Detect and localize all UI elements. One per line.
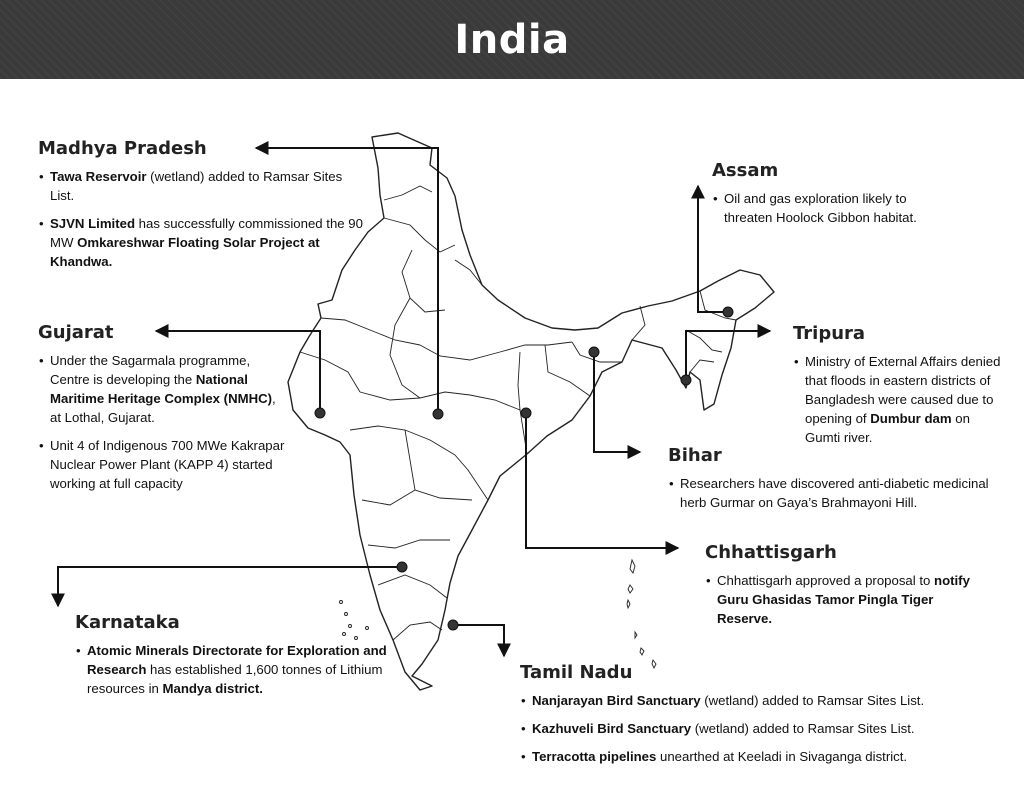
block-assam <box>712 160 942 236</box>
news-item: • Kazhuveli Bird Sanctuary (wetland) added to Ramsar Sites List. <box>520 719 990 738</box>
block-tripura <box>793 323 1008 456</box>
block-madhya-pradesh <box>38 138 368 280</box>
news-item: • Unit 4 of Indigenous 700 MWe Kakrapar Nuclear Power Plant (KAPP 4) started working at full capacity <box>38 436 286 493</box>
news-list <box>705 571 980 628</box>
news-item: • Oil and gas exploration likely to threaten Hoolock Gibbon habitat. <box>712 189 942 227</box>
state-title: Bihar <box>668 445 722 466</box>
state-title: Karnataka <box>75 612 180 633</box>
news-list <box>75 641 405 698</box>
news-item: • Nanjarayan Bird Sanctuary (wetland) added to Ramsar Sites List. <box>520 691 990 710</box>
dot-tamil-nadu <box>448 620 458 630</box>
state-title: Chhattisgarh <box>705 542 837 563</box>
block-karnataka <box>75 612 405 707</box>
dot-karnataka <box>397 562 407 572</box>
dot-bihar <box>589 347 599 357</box>
news-list <box>38 167 368 271</box>
state-title: Assam <box>712 160 779 181</box>
dot-madhya-pradesh <box>433 409 443 419</box>
news-item: • Chhattisgarh approved a proposal to notify Guru Ghasidas Tamor Pingla Tiger Reserve. <box>705 571 980 628</box>
state-title: Tripura <box>793 323 866 344</box>
dot-gujarat <box>315 408 325 418</box>
dot-assam <box>723 307 733 317</box>
block-gujarat <box>38 322 286 502</box>
state-title: Gujarat <box>38 322 114 343</box>
news-item: • SJVN Limited has successfully commissioned the 90 MW Omkareshwar Floating Solar Project at Khandwa. <box>38 214 368 271</box>
state-title: Madhya Pradesh <box>38 138 207 159</box>
connector-tamil-nadu <box>453 625 504 656</box>
page-title: India <box>454 16 570 63</box>
dot-chhattisgarh <box>521 408 531 418</box>
news-item: • Terracotta pipelines unearthed at Keeladi in Sivaganga district. <box>520 747 990 766</box>
news-item: • Researchers have discovered anti-diabetic medicinal herb Gurmar on Gaya’s Brahmayoni Hill. <box>668 474 993 512</box>
news-item: • Ministry of External Affairs denied that floods in eastern districts of Bangladesh were caused due to opening of Dumbur dam on Gumti river. <box>793 352 1008 447</box>
block-bihar <box>668 445 993 521</box>
news-list <box>712 189 942 227</box>
state-title: Tamil Nadu <box>520 662 633 683</box>
block-chhattisgarh <box>705 542 980 637</box>
news-list <box>793 352 1008 447</box>
dot-tripura <box>681 375 691 385</box>
news-item: • Atomic Minerals Directorate for Exploration and Research has established 1,600 tonnes of Lithium resources in Mandya district. <box>75 641 405 698</box>
block-tamil-nadu <box>520 662 990 775</box>
news-list <box>520 691 990 766</box>
news-list <box>38 351 286 493</box>
news-list <box>668 474 993 512</box>
news-item: • Tawa Reservoir (wetland) added to Ramsar Sites List. <box>38 167 368 205</box>
news-item: • Under the Sagarmala programme, Centre is developing the National Maritime Heritage Complex (NMHC), at Lothal, Gujarat. <box>38 351 286 427</box>
connector-karnataka <box>58 567 402 606</box>
